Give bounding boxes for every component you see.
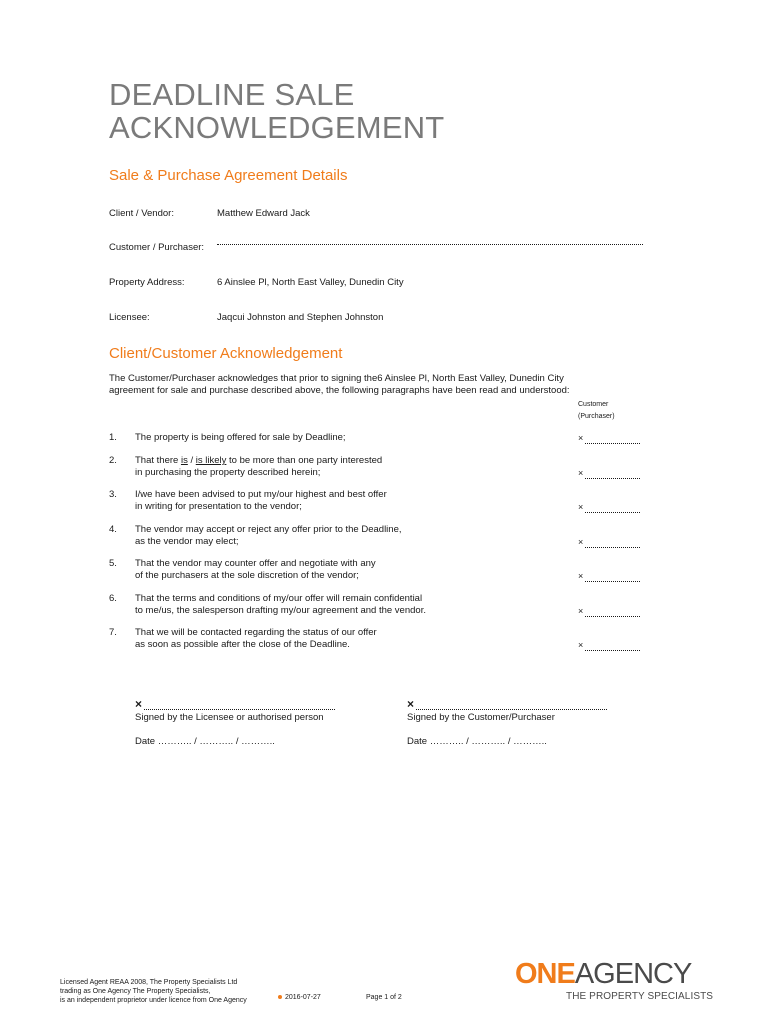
customer-purchaser-label: Customer / Purchaser: <box>109 242 205 253</box>
logo-agency-text: AGENCY <box>574 958 692 990</box>
item-4-dotted-line <box>585 538 640 548</box>
item-3-number: 3. <box>109 489 117 500</box>
licensee-label: Licensee: <box>109 312 150 323</box>
item-3-sign-mark: × <box>578 502 584 512</box>
item-5-number: 5. <box>109 558 117 569</box>
item-2-is-likely: is likely <box>195 455 227 466</box>
item-2-text <box>135 455 555 479</box>
footer-date-dot-icon <box>278 995 282 999</box>
item-6-dotted-line <box>585 607 640 617</box>
customer-signature-dotted-line <box>416 701 607 710</box>
document-title-line-1: DEADLINE SALE <box>109 77 355 112</box>
item-1-sign-mark: × <box>578 433 584 443</box>
licensee-sign-mark: × <box>135 697 143 711</box>
item-5-initial-field[interactable] <box>578 570 640 582</box>
item-2-sign-mark: × <box>578 468 584 478</box>
footer-legal-line-1: Licensed Agent REAA 2008, The Property Specialists Ltd <box>60 979 238 986</box>
item-4-line-1: The vendor may accept or reject any offer prior to the Deadline, <box>135 524 402 535</box>
item-5-dotted-line <box>585 572 640 582</box>
item-7-text <box>135 627 555 651</box>
item-2-is: is <box>180 455 188 466</box>
item-2-text-b: to be more than one party interested <box>226 455 383 466</box>
footer-legal-text <box>60 978 247 1005</box>
logo-tagline: THE PROPERTY SPECIALISTS <box>566 991 714 1002</box>
footer-page-number: Page 1 of 2 <box>366 994 402 1001</box>
item-6-line-2: to me/us, the salesperson drafting my/our agreement and the vendor. <box>135 605 426 616</box>
customer-signature-field[interactable] <box>407 698 607 710</box>
item-7-number: 7. <box>109 627 117 638</box>
item-4-initial-field[interactable] <box>578 536 640 548</box>
item-2-line-2: in purchasing the property described herein; <box>135 467 321 478</box>
item-2-line-1 <box>135 455 555 467</box>
item-6-number: 6. <box>109 593 117 604</box>
item-4-number: 4. <box>109 524 117 535</box>
item-6-initial-field[interactable] <box>578 605 640 617</box>
licensee-value: Jaqcui Johnston and Stephen Johnston <box>217 312 384 323</box>
customer-column-header-line-2: (Purchaser) <box>578 413 615 420</box>
item-1-number: 1. <box>109 432 117 443</box>
document-title <box>109 78 444 144</box>
licensee-signature-caption: Signed by the Licensee or authorised person <box>135 712 324 723</box>
licensee-signature-field[interactable] <box>135 698 335 710</box>
item-7-sign-mark: × <box>578 640 584 650</box>
item-5-sign-mark: × <box>578 571 584 581</box>
property-address-label: Property Address: <box>109 277 185 288</box>
item-1-text <box>135 432 555 444</box>
item-5-line-2: of the purchasers at the sole discretion of the vendor; <box>135 570 359 581</box>
item-4-text <box>135 524 555 548</box>
item-1-line-1: The property is being offered for sale by Deadline; <box>135 432 346 443</box>
item-2-dotted-line <box>585 469 640 479</box>
customer-column-header-line-1: Customer <box>578 401 609 408</box>
customer-purchaser-field[interactable] <box>217 243 643 245</box>
item-2-number: 2. <box>109 455 117 466</box>
logo-one-text: ONE <box>515 958 575 990</box>
item-1-initial-field[interactable] <box>578 432 640 444</box>
item-2-text-a: That there <box>135 455 181 466</box>
acknowledgement-intro: The Customer/Purchaser acknowledges that prior to signing the6 Ainslee Pl, North East Valley, Dunedin City agreement for sale and purchase described above, the following paragraphs have been read and understood: <box>109 373 570 396</box>
customer-sign-mark: × <box>407 697 415 711</box>
item-3-initial-field[interactable] <box>578 501 640 513</box>
item-6-text <box>135 593 555 617</box>
licensee-signature-dotted-line <box>144 701 335 710</box>
property-address-value: 6 Ainslee Pl, North East Valley, Dunedin City <box>217 277 404 288</box>
item-4-sign-mark: × <box>578 537 584 547</box>
item-7-dotted-line <box>585 641 640 651</box>
client-vendor-value: Matthew Edward Jack <box>217 208 310 219</box>
document-title-line-2: ACKNOWLEDGEMENT <box>109 110 445 145</box>
details-heading: Sale & Purchase Agreement Details <box>109 167 348 184</box>
customer-date-field[interactable]: Date ……….. / ……….. / ……….. <box>407 736 547 747</box>
item-3-line-2: in writing for presentation to the vendor; <box>135 501 302 512</box>
item-7-line-1: That we will be contacted regarding the status of our offer <box>135 627 377 638</box>
licensee-date-field[interactable]: Date ……….. / ……….. / ……….. <box>135 736 275 747</box>
item-6-sign-mark: × <box>578 606 584 616</box>
item-5-line-1: That the vendor may counter offer and negotiate with any <box>135 558 376 569</box>
item-2-initial-field[interactable] <box>578 467 640 479</box>
footer-date-text: 2016-07-27 <box>285 994 321 1001</box>
item-3-line-1: I/we have been advised to put my/our highest and best offer <box>135 489 387 500</box>
item-6-line-1: That the terms and conditions of my/our offer will remain confidential <box>135 593 423 604</box>
item-1-dotted-line <box>585 434 640 444</box>
one-agency-logo <box>515 958 691 990</box>
client-vendor-label: Client / Vendor: <box>109 208 174 219</box>
footer-legal-line-3: is an independent proprietor under licence from One Agency <box>60 997 247 1004</box>
item-7-line-2: as soon as possible after the close of the Deadline. <box>135 639 350 650</box>
item-3-text <box>135 489 555 513</box>
acknowledgement-heading: Client/Customer Acknowledgement <box>109 345 343 362</box>
item-5-text <box>135 558 555 582</box>
item-7-initial-field[interactable] <box>578 639 640 651</box>
customer-signature-caption: Signed by the Customer/Purchaser <box>407 712 555 723</box>
item-4-line-2: as the vendor may elect; <box>135 536 239 547</box>
item-2-separator: / <box>187 455 196 466</box>
footer-legal-line-2: trading as One Agency The Property Specialists, <box>60 988 211 995</box>
footer-date <box>278 994 321 1001</box>
item-3-dotted-line <box>585 503 640 513</box>
customer-column-header <box>578 400 615 421</box>
